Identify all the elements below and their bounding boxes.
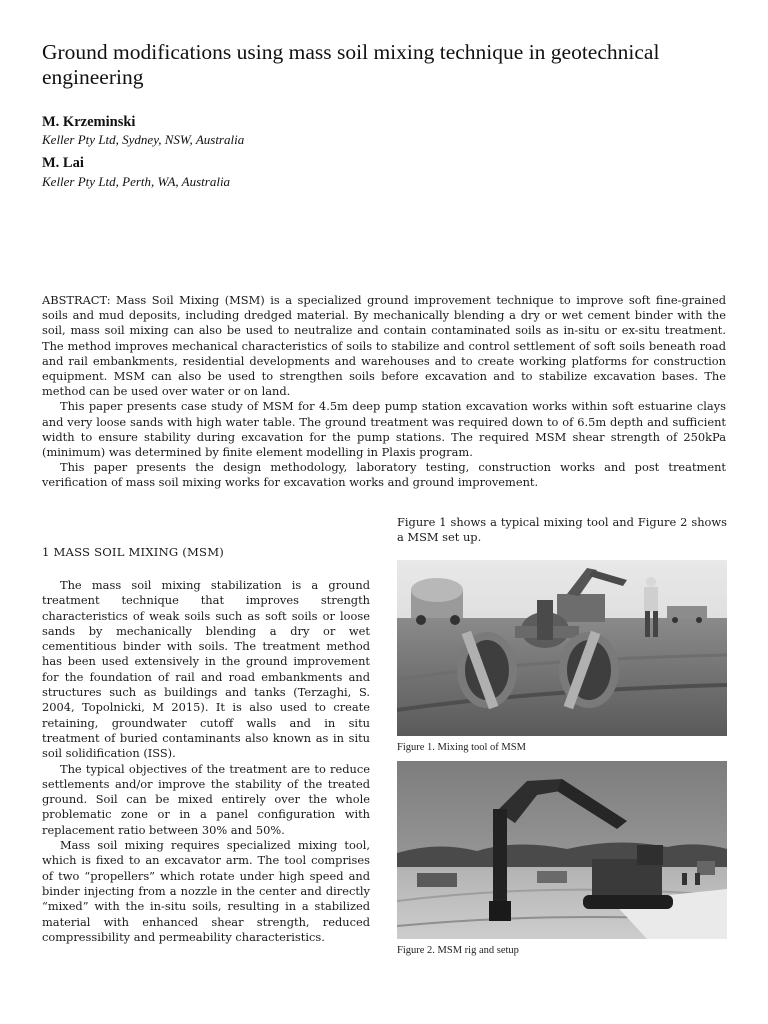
body-paragraph: Mass soil mixing requires specialized mixing tool, which is fixed to an excavator arm. The tool comprises of two “propellers” which rotate under high speed and binder injecting from a nozzle in the center and directly “mixed” with the in-situ soils, resulting in a stabilized material with enhanced shear strength, reduced compressibility and permeability characteristics. [42, 838, 370, 944]
figure-caption: Figure 1. Mixing tool of MSM [397, 742, 526, 753]
figure-2 [397, 761, 727, 957]
abstract-paragraph: This paper presents case study of MSM for 4.5m deep pump station excavation works within soft estuarine clays and very loose sands with high water table. The ground treatment was required down to of 6.5m depth and sufficient width to ensure stability during excavation for the pump stations. The required MSM shear strength of 250kPa (minimum) was determined by finite element modelling in Plaxis program. [42, 399, 726, 460]
abstract-paragraph: ABSTRACT: Mass Soil Mixing (MSM) is a specialized ground improvement technique to improve soft fine-grained soils and mud deposits, including dredged material. By mechanically blending a dry or wet cement binder with the soil, mass soil mixing can also be used to neutralize and contain contaminated soils as in-situ or ex-situ treatment. The method improves mechanical characteristics of soils to stabilize and control settlement of soft soils beneath road and rail embankments, residential developments and warehouses and to create working platforms for construction equipment. MSM can also be used to strengthen soils before excavation and to stabilize excavation bases. The method can be used over water or on land. [42, 293, 726, 399]
author-name: M. Lai [42, 155, 84, 171]
left-column [42, 545, 370, 945]
section-heading: 1 MASS SOIL MIXING (MSM) [42, 545, 224, 559]
mixing-tool-photo [397, 560, 727, 736]
author-affiliation: Keller Pty Ltd, Sydney, NSW, Australia [42, 132, 245, 147]
right-column [397, 515, 727, 546]
body-paragraph: The typical objectives of the treatment are to reduce settlements and/or improve the stability of the treated ground. Soil can be mixed entirely over the whole problematic zone or in a panel configuration with replacement ratio between 30% and 50%. [42, 761, 370, 837]
body-paragraph: Figure 1 shows a typical mixing tool and Figure 2 shows a MSM set up. [397, 515, 727, 545]
author-affiliation: Keller Pty Ltd, Perth, WA, Australia [42, 174, 231, 189]
msm-rig-photo [397, 761, 727, 939]
paper-title: Ground modifications using mass soil mixing technique in geotechnical engineering [42, 40, 660, 89]
body-paragraph: The mass soil mixing stabilization is a ground treatment technique that improves strength characteristics of weak soils such as soft soils or loose sands by mechanically blending a dry or wet cementitious binder with soils. The treatment method has been used extensively in the ground improvement for the foundation of rail and road embankments and structures such as buildings and tanks (Terzaghi, S. 2004, Topolnicki, M 2015). It is also used to create retaining, groundwater cutoff walls and in situ treatment of buried contaminants also known as in situ soil solidification (ISS). [42, 578, 370, 761]
figure-1 [397, 560, 727, 754]
figure-caption: Figure 2. MSM rig and setup [397, 945, 519, 956]
abstract [42, 293, 726, 491]
abstract-paragraph: This paper presents the design methodology, laboratory testing, construction works and post treatment verification of mass soil mixing works for excavation works and ground improvement. [42, 460, 726, 490]
author-name: M. Krzeminski [42, 114, 136, 130]
